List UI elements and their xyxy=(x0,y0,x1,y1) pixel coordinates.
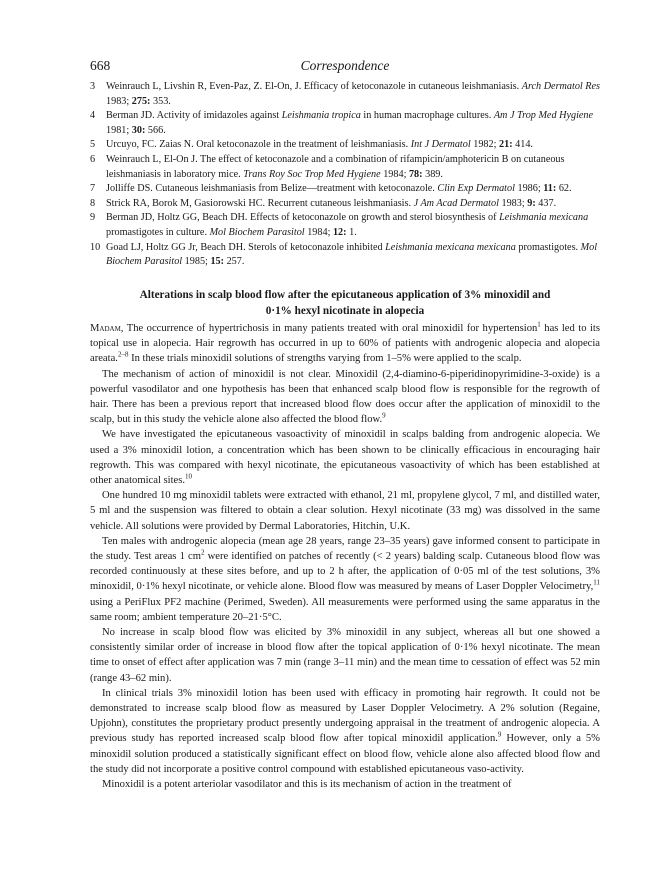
citation-superscript: 9 xyxy=(382,411,386,420)
text-run: In clinical trials 3% minoxidil lotion has been used with efficacy in promoting hair regrowth. It could not be demonstrated to increase scalp blood flow as measured by Laser Doppler Velocimetry. A 2% solution (Regaine, Upjohn), constitutes the proprietary product presently undergoing appraisal in the treatment of androgenic alopecia. A previous study has reported increased scalp blood flow after topical minoxidil application. xyxy=(90,687,600,745)
text-run: Goad LJ, Holtz GG Jr, Beach DH. Sterols of ketoconazole inhibited xyxy=(106,241,386,253)
volume-number: 30: xyxy=(131,124,146,136)
italic-text: Leishmania mexicana xyxy=(499,212,589,224)
text-run: Jolliffe DS. Cutaneous leishmaniasis from Belize—treatment with ketoconazole. xyxy=(106,183,438,195)
volume-number: 275: xyxy=(131,95,151,107)
citation-superscript: 11 xyxy=(593,578,600,587)
reference-item xyxy=(90,241,600,270)
italic-text: Trans Roy Soc Trop Med Hygiene xyxy=(243,168,381,180)
italic-text: Clin Exp Dermatol xyxy=(437,183,515,195)
reference-number: 8 xyxy=(90,197,96,209)
text-run: 1983; xyxy=(498,197,528,209)
text-run: 1981; xyxy=(106,124,132,136)
text-run: Berman JD, Holtz GG, Beach DH. Effects of ketoconazole on growth and sterol biosynthesis of xyxy=(106,212,500,224)
volume-number: 12: xyxy=(332,226,347,238)
citation-superscript: 2 xyxy=(200,548,205,557)
reference-item xyxy=(90,138,600,153)
italic-text: Arch Dermatol Res xyxy=(521,81,600,92)
body-paragraph xyxy=(90,534,600,625)
italic-text: Am J Trop Med Hygiene xyxy=(493,110,594,122)
page-number: 668 xyxy=(90,58,111,73)
italic-text: Leishmania mexicana mexicana xyxy=(385,241,516,253)
text-run: Weinrauch L, Livshin R, Even-Paz, Z. El-On, J. Efficacy of ketoconazole in cutaneous leishmaniasis. xyxy=(106,81,522,92)
text-run: Strick RA, Borok M, Gasiorowski HC. Recurrent cutaneous leishmaniasis. xyxy=(106,197,414,209)
italic-text: Mol Biochem Parasitol xyxy=(106,241,598,268)
text-run: 1. xyxy=(346,226,357,238)
text-run: One hundred 10 mg minoxidil tablets were extracted with ethanol, 21 ml, propylene glycol, 7 ml, and distilled water, 5 ml and the suspension was filtered to obtain a clear solution. Hexyl nicotinate (33 mg) was dissolved in the same vehicle. All solutions were provided by Dermal Laboratories, Hitchin, U.K. xyxy=(90,490,600,532)
body-paragraph xyxy=(90,625,600,686)
text-run: 566. xyxy=(145,124,166,136)
text-run: Ten males with androgenic alopecia (mean age 28 years, range 23–35 years) gave informed consent to participate in the study. Test areas 1 cm xyxy=(90,535,600,563)
body-paragraph xyxy=(90,321,600,367)
volume-number: 9: xyxy=(527,197,536,209)
text-run: has led to its topical use in alopecia. Hair regrowth has occurred in up to 60% of patients with androgenic alopecia and alopecia areata. xyxy=(90,323,600,365)
body-paragraph xyxy=(90,686,600,777)
reference-item xyxy=(90,197,600,212)
text-run: were identified on patches of recently (< 2 years) balding scalp. Cutaneous blood flow was recorded continuously at these sites before, and up to 2 h after, the application of 0·05 ml of the test solutions, 3% minoxidil, 0·1% hexyl nicotinate, or vehicle alone. Blood flow was measured by means of Laser Doppler Velocimetry, xyxy=(90,551,601,593)
reference-item xyxy=(90,153,600,182)
citation-superscript: 2–8 xyxy=(117,350,129,359)
reference-item xyxy=(90,109,600,138)
text-run: 353. xyxy=(150,95,171,107)
reference-item xyxy=(90,182,600,197)
text-run: The occurrence of hypertrichosis in many patients treated with oral minoxidil for hypertension xyxy=(123,323,538,334)
text-run: 1982; xyxy=(470,139,499,151)
citation-superscript: 9 xyxy=(497,730,502,739)
italic-text: Int J Dermatol xyxy=(410,139,471,151)
page-header xyxy=(90,58,600,74)
reference-item xyxy=(90,80,600,109)
text-run: 1984; xyxy=(380,168,409,180)
text-run: 257. xyxy=(224,256,245,268)
italic-text: J Am Acad Dermatol xyxy=(413,197,499,209)
text-run: 1984; xyxy=(304,226,333,238)
salutation: Madam, xyxy=(90,323,124,334)
italic-text: Leishmania tropica xyxy=(281,110,361,122)
body-paragraph xyxy=(90,777,600,792)
text-run: We have investigated the epicutaneous vasoactivity of minoxidil in scalps balding from androgenic alopecia. We used a 3% minoxidil lotion, a concentration which has been shown to be clinically efficacious in encouraging hair regrowth. This was compared with hexyl nicotinate, the epicutaneous vasoactivity of which has been established at other anatomical sites. xyxy=(90,429,600,487)
text-run: promastigotes. xyxy=(515,241,581,253)
text-run: promastigotes in culture. xyxy=(106,226,210,238)
reference-number: 4 xyxy=(90,110,96,122)
text-run: In these trials minoxidil solutions of strengths varying from 1–5% were applied to the scalp. xyxy=(128,353,522,365)
citation-superscript: 10 xyxy=(185,472,193,481)
reference-list xyxy=(90,80,600,270)
text-run: Minoxidil is a potent arteriolar vasodilator and this is its mechanism of action in the treatment of xyxy=(102,779,512,791)
running-head: Correspondence xyxy=(300,58,390,73)
text-run: Berman JD. Activity of imidazoles against xyxy=(106,110,282,122)
body-paragraph xyxy=(90,367,600,428)
reference-number: 9 xyxy=(90,212,96,224)
reference-number: 10 xyxy=(90,241,101,253)
italic-text: Mol Biochem Parasitol xyxy=(209,226,305,238)
text-run: 1986; xyxy=(514,183,544,195)
text-run: The mechanism of action of minoxidil is not clear. Minoxidil (2,4-diamino-6-piperidinopyrimidine-3-oxide) is a powerful vasodilator and one hypothesis has been that enhanced scalp blood flow is responsible for the regrowth of hair. There has been a previous report that increased blood flow does occur after the application of minoxidil to the scalp, but in this study the vehicle alone also affected the blood flow. xyxy=(90,368,600,426)
volume-number: 78: xyxy=(408,168,423,180)
reference-number: 3 xyxy=(90,81,96,92)
text-run: No increase in scalp blood flow was elicited by 3% minoxidil in any subject, whereas all but one showed a consistently similar order of increase in blood flow after the topical application of 0·1% hexyl nicotinate. The mean time to onset of effect after application was 7 min (range 3–11 min) and the mean time to cessation of effect was 52 min (range 43–62 min). xyxy=(90,627,600,684)
article-title-line-2: 0·1% hexyl nicotinate in alopecia xyxy=(265,305,425,317)
volume-number: 21: xyxy=(499,139,513,151)
article-title-line-1: Alterations in scalp blood flow after the epicutaneous application of 3% minoxidil and xyxy=(139,289,551,301)
text-run: 1983; xyxy=(106,95,132,107)
text-run: 389. xyxy=(422,168,443,180)
reference-number: 7 xyxy=(90,183,96,195)
citation-superscript: 1 xyxy=(537,320,541,329)
text-run: using a PeriFlux PF2 machine (Perimed, Sweden). All measurements were performed using the same apparatus in the same room; ambient temperature 20–21·5°C. xyxy=(90,596,600,623)
text-run: Urcuyo, FC. Zaias N. Oral ketoconazole in the treatment of leishmaniasis. xyxy=(106,139,411,151)
body-paragraph xyxy=(90,427,600,488)
reference-number: 5 xyxy=(90,139,96,151)
body-paragraph xyxy=(90,488,600,534)
text-run: 414. xyxy=(512,139,533,151)
text-run: 1985; xyxy=(182,256,211,268)
article-body xyxy=(90,321,600,792)
reference-item xyxy=(90,211,600,240)
text-run: Weinrauch L, El-On J. The effect of ketoconazole and a combination of rifampicin/amphotericin B on cutaneous leishmaniasis in laboratory mice. xyxy=(106,153,565,180)
text-run: in human macrophage cultures. xyxy=(360,110,494,122)
text-run: 437. xyxy=(535,197,557,209)
volume-number: 15: xyxy=(210,256,225,268)
text-run: However, only a 5% minoxidil solution produced a statistically significant effect on blood flow, vehicle alone also affected blood flow and the study did not incorporate a positive control compound with established epicutaneous vaso-activity. xyxy=(90,733,600,775)
volume-number: 11: xyxy=(543,183,557,195)
reference-number: 6 xyxy=(90,153,96,165)
text-run: 62. xyxy=(556,183,572,195)
article-title xyxy=(90,287,600,319)
